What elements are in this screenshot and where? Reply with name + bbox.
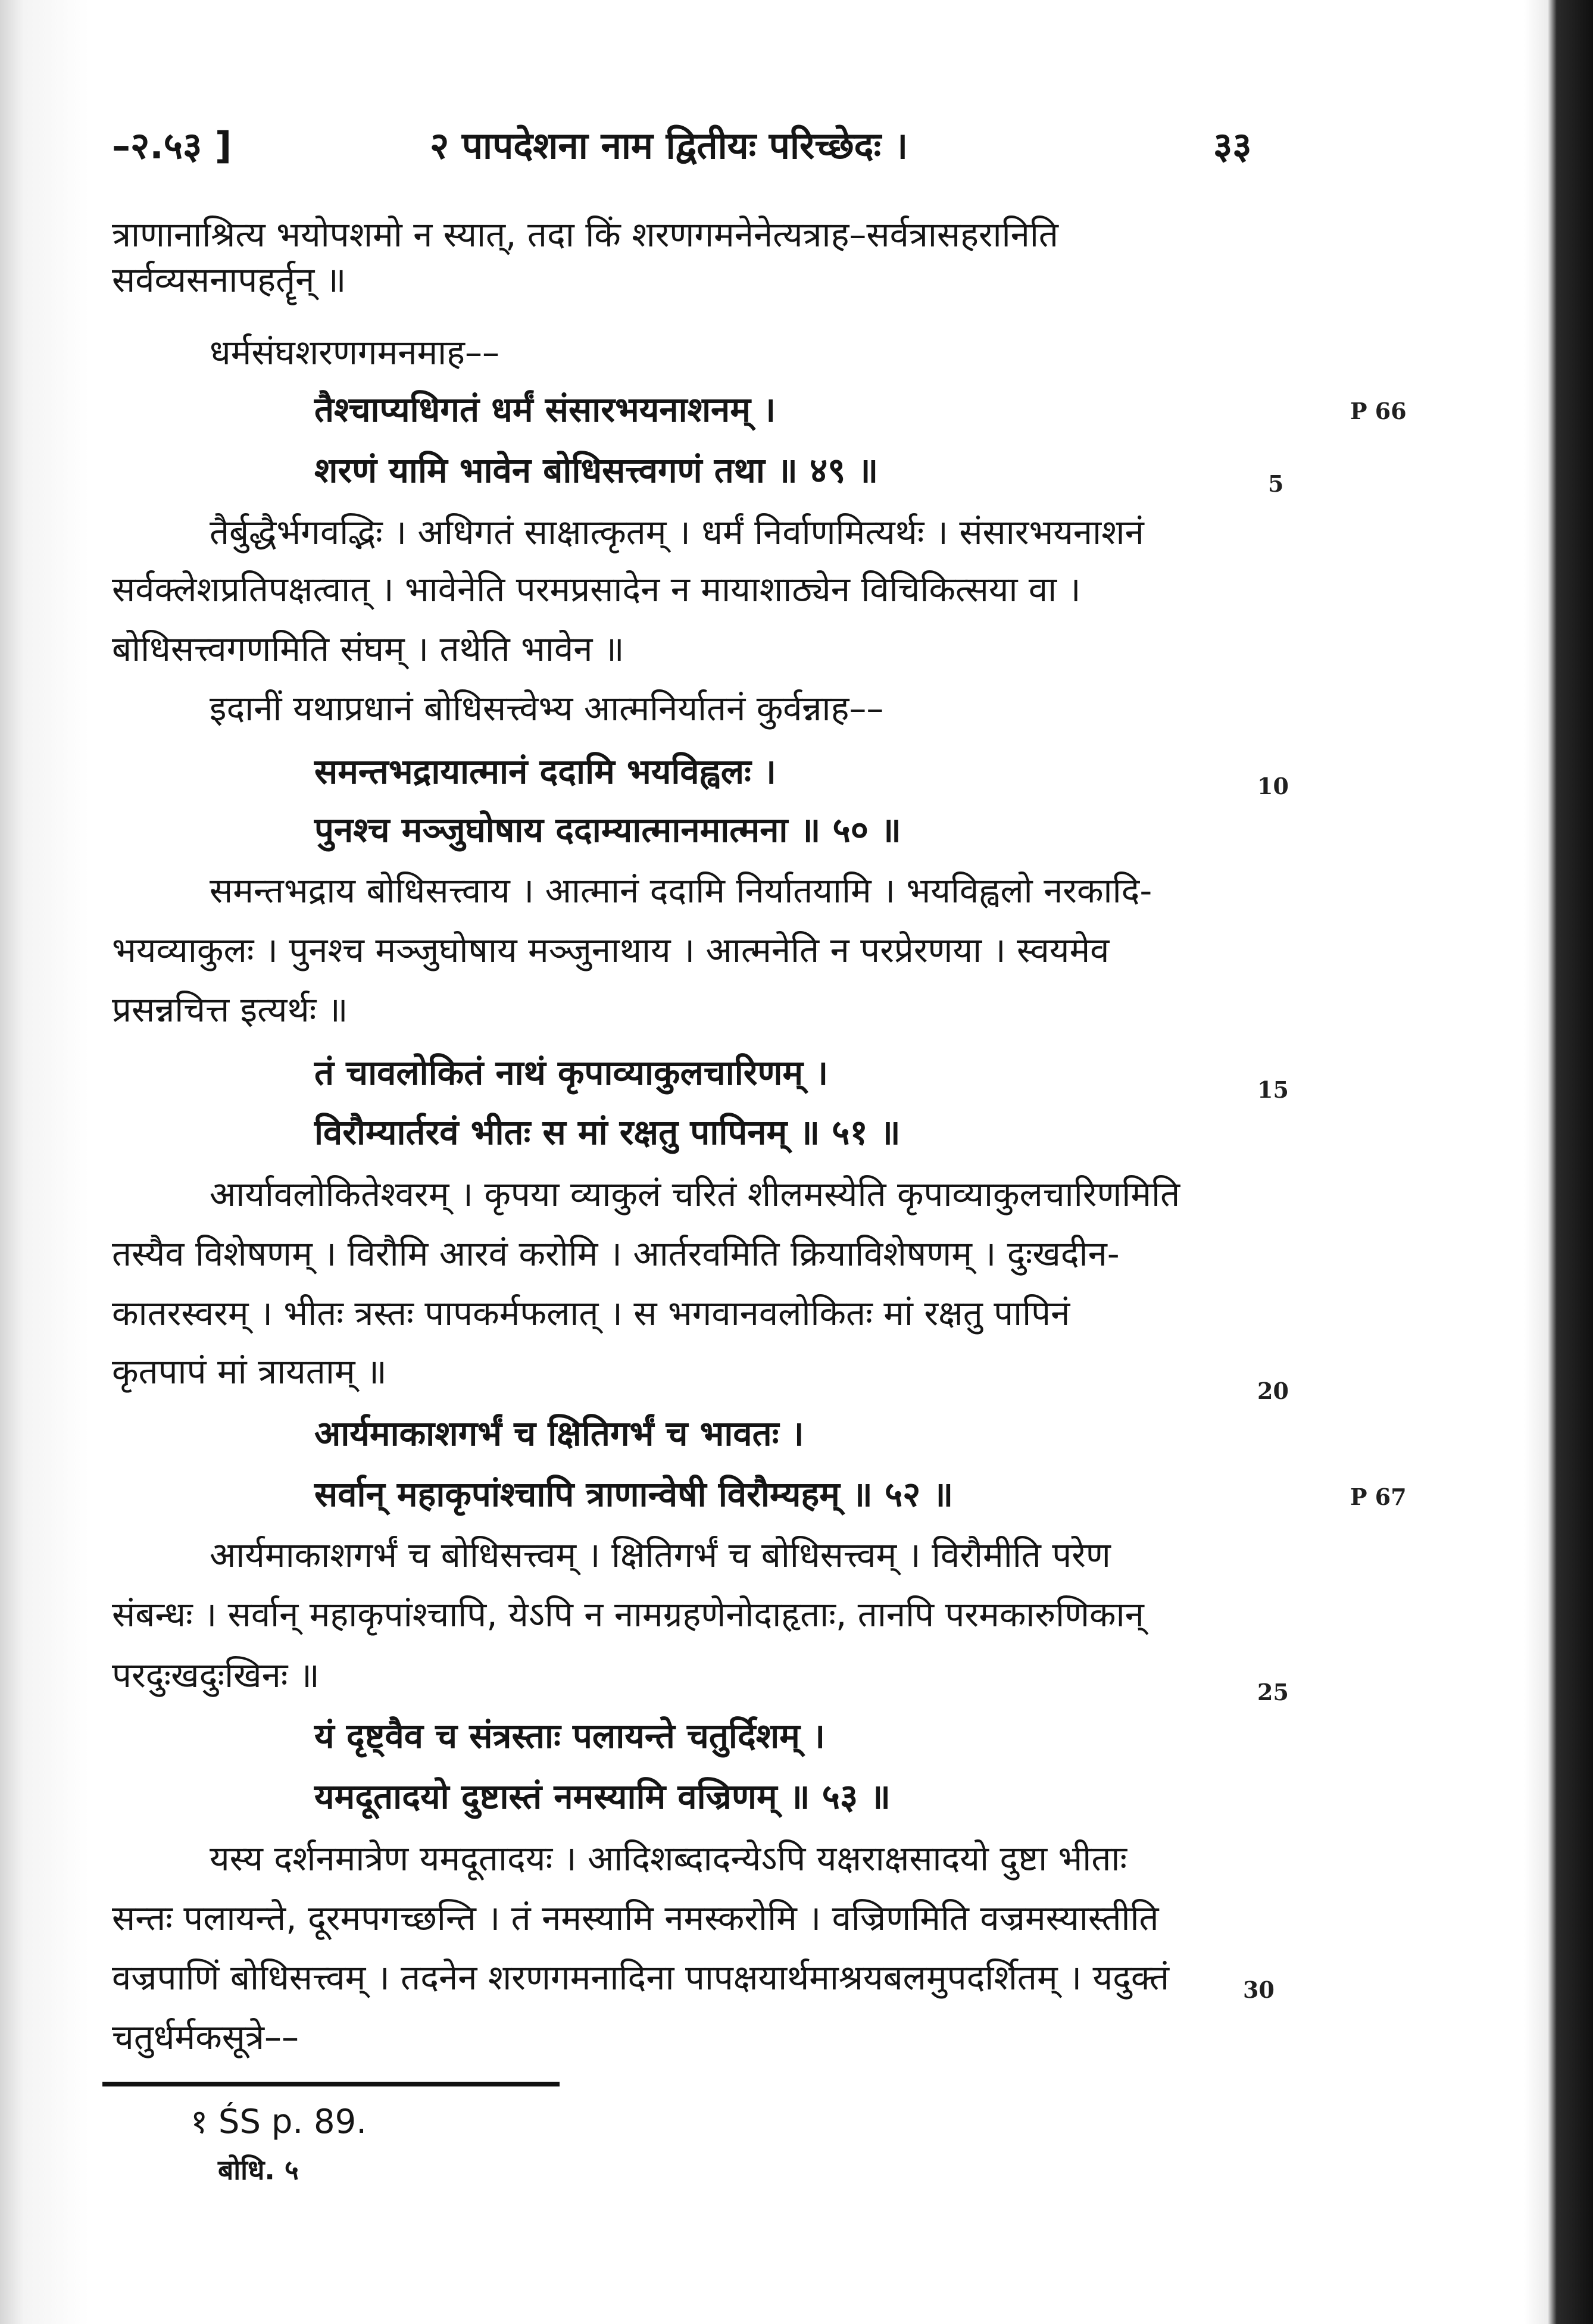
verse-53-line-2: यमदूतादयो दुष्टास्तं नमस्यामि वज्रिणम् ॥ ५३ ॥ [314,1776,891,1817]
text-line-6: तैर्बुद्धैर्भगवद्भिः । अधिगतं साक्षात्कृतम् । धर्मं निर्वाणमित्यर्थः । संसारभयनाशनं [210,512,1144,552]
text-line-23: आर्यमाकाशगर्भं च बोधिसत्त्वम् । क्षितिगर्भं च बोधिसत्त्वम् । विरौमीति परेण [210,1535,1111,1575]
text-line-20: कृतपापं मां त्रायताम् ॥ [112,1351,387,1392]
verse-50-line-1: समन्तभद्रायात्मानं ददामि भयविह्वलः । [314,751,777,792]
text-line-24: संबन्धः । सर्वान् महाकृपांश्चापि, येऽपि न नामग्रहणेनोदाहृताः, तानपि परमकारुणिकान् [112,1594,1144,1635]
text-line-28: यस्य दर्शनमात्रेण यमदूतादयः । आदिशब्दादन्येऽपि यक्षराक्षसादयो दुष्टा भीताः [210,1838,1127,1879]
text-line-1: त्राणानाश्रित्य भयोपशमो न स्यात्, तदा किं शरणगमनेनेत्यत्राह–सर्वत्रासहरानिति [112,214,1058,255]
header-page-number: ३३ [1213,124,1252,167]
margin-line-number-25: 25 [1257,1679,1289,1705]
text-line-29: सन्तः पलायन्ते, दूरमपगच्छन्ति । तं नमस्यामि नमस्करोमि । वज्रिणमिति वज्रमस्यास्तीति [112,1898,1159,1938]
footnote-rule [102,2082,560,2086]
margin-page-ref-67: P 67 [1350,1483,1407,1510]
margin-line-number-10: 10 [1257,773,1289,799]
footnote-reference: १ ŚS p. 89. [190,2103,367,2141]
text-line-14: प्रसन्नचित्त इत्यर्थः ॥ [112,989,348,1030]
verse-49-line-2: शरणं यामि भावेन बोधिसत्त्वगणं तथा ॥ ४९ ॥ [314,450,879,491]
verse-52-line-2: सर्वान् महाकृपांश्चापि त्राणान्वेषी विरौम्यहम् ॥ ५२ ॥ [314,1474,954,1514]
verse-50-line-2: पुनश्च मञ्जुघोषाय ददाम्यात्मानमात्मना ॥ ५० ॥ [314,810,901,850]
text-line-19: कातरस्वरम् । भीतः त्रस्तः पापकर्मफलात् । स भगवानवलोकितः मां रक्षतु पापिनं [112,1293,1070,1333]
signature-mark: बोधि. ५ [218,2154,299,2186]
margin-page-ref-66: P 66 [1350,398,1407,424]
text-line-17: आर्यावलोकितेश्वरम् । कृपया व्याकुलं चरितं शीलमस्येति कृपाव्याकुलचारिणमिति [210,1174,1180,1214]
text-line-12: समन्तभद्राय बोधिसत्त्वाय । आत्मानं ददामि निर्यातयामि । भयविह्वलो नरकादि- [210,870,1152,911]
verse-49-line-1: तैश्चाप्यधिगतं धर्मं संसारभयनाशनम् । [314,389,776,430]
margin-line-number-30: 30 [1243,1976,1275,2003]
header-title: २ पापदेशना नाम द्वितीयः परिच्छेदः । [430,124,908,167]
header-section-ref: –२.५३ ] [112,124,232,167]
text-line-3: धर्मसंघशरणगमनमाह–– [210,332,499,373]
text-line-8: बोधिसत्त्वगणमिति संघम् । तथेति भावेन ॥ [112,629,624,669]
text-line-31: चतुर्धर्मकसूत्रे–– [112,2017,299,2057]
text-line-13: भयव्याकुलः । पुनश्च मञ्जुघोषाय मञ्जुनाथाय । आत्मनेति न परप्रेरणया । स्वयमेव [112,930,1110,970]
margin-line-number-5: 5 [1268,470,1284,497]
text-line-2: सर्वव्यसनापहर्तॄन् ॥ [112,260,346,300]
verse-52-line-1: आर्यमाकाशगर्भं च क्षितिगर्भं च भावतः । [314,1413,804,1454]
text-line-18: तस्यैव विशेषणम् । विरौमि आरवं करोमि । आर्तरवमिति क्रियाविशेषणम् । दुःखदीन- [112,1233,1120,1274]
margin-line-number-20: 20 [1257,1377,1289,1404]
text-line-30: वज्रपाणिं बोधिसत्त्वम् । तदनेन शरणगमनादिना पापक्षयार्थमाश्रयबलमुपदर्शितम् । यदुक्तं [112,1957,1170,1998]
verse-51-line-1: तं चावलोकितं नाथं कृपाव्याकुलचारिणम् । [314,1052,829,1093]
margin-line-number-15: 15 [1257,1076,1289,1103]
text-line-7: सर्वक्लेशप्रतिपक्षत्वात् । भावेनेति परमप्रसादेन न मायाशाठ्येन विचिकित्सया वा । [112,569,1081,610]
text-line-25: परदुःखदुःखिनः ॥ [112,1655,320,1695]
verse-51-line-2: विरौम्यार्तरवं भीतः स मां रक्षतु पापिनम् ॥ ५१ ॥ [314,1112,901,1152]
verse-53-line-1: यं दृष्ट्वैव च संत्रस्ताः पलायन्ते चतुर्दिशम् । [314,1716,826,1756]
text-line-9: इदानीं यथाप्रधानं बोधिसत्त्वेभ्य आत्मनिर्यातनं कुर्वन्नाह–– [210,688,884,729]
